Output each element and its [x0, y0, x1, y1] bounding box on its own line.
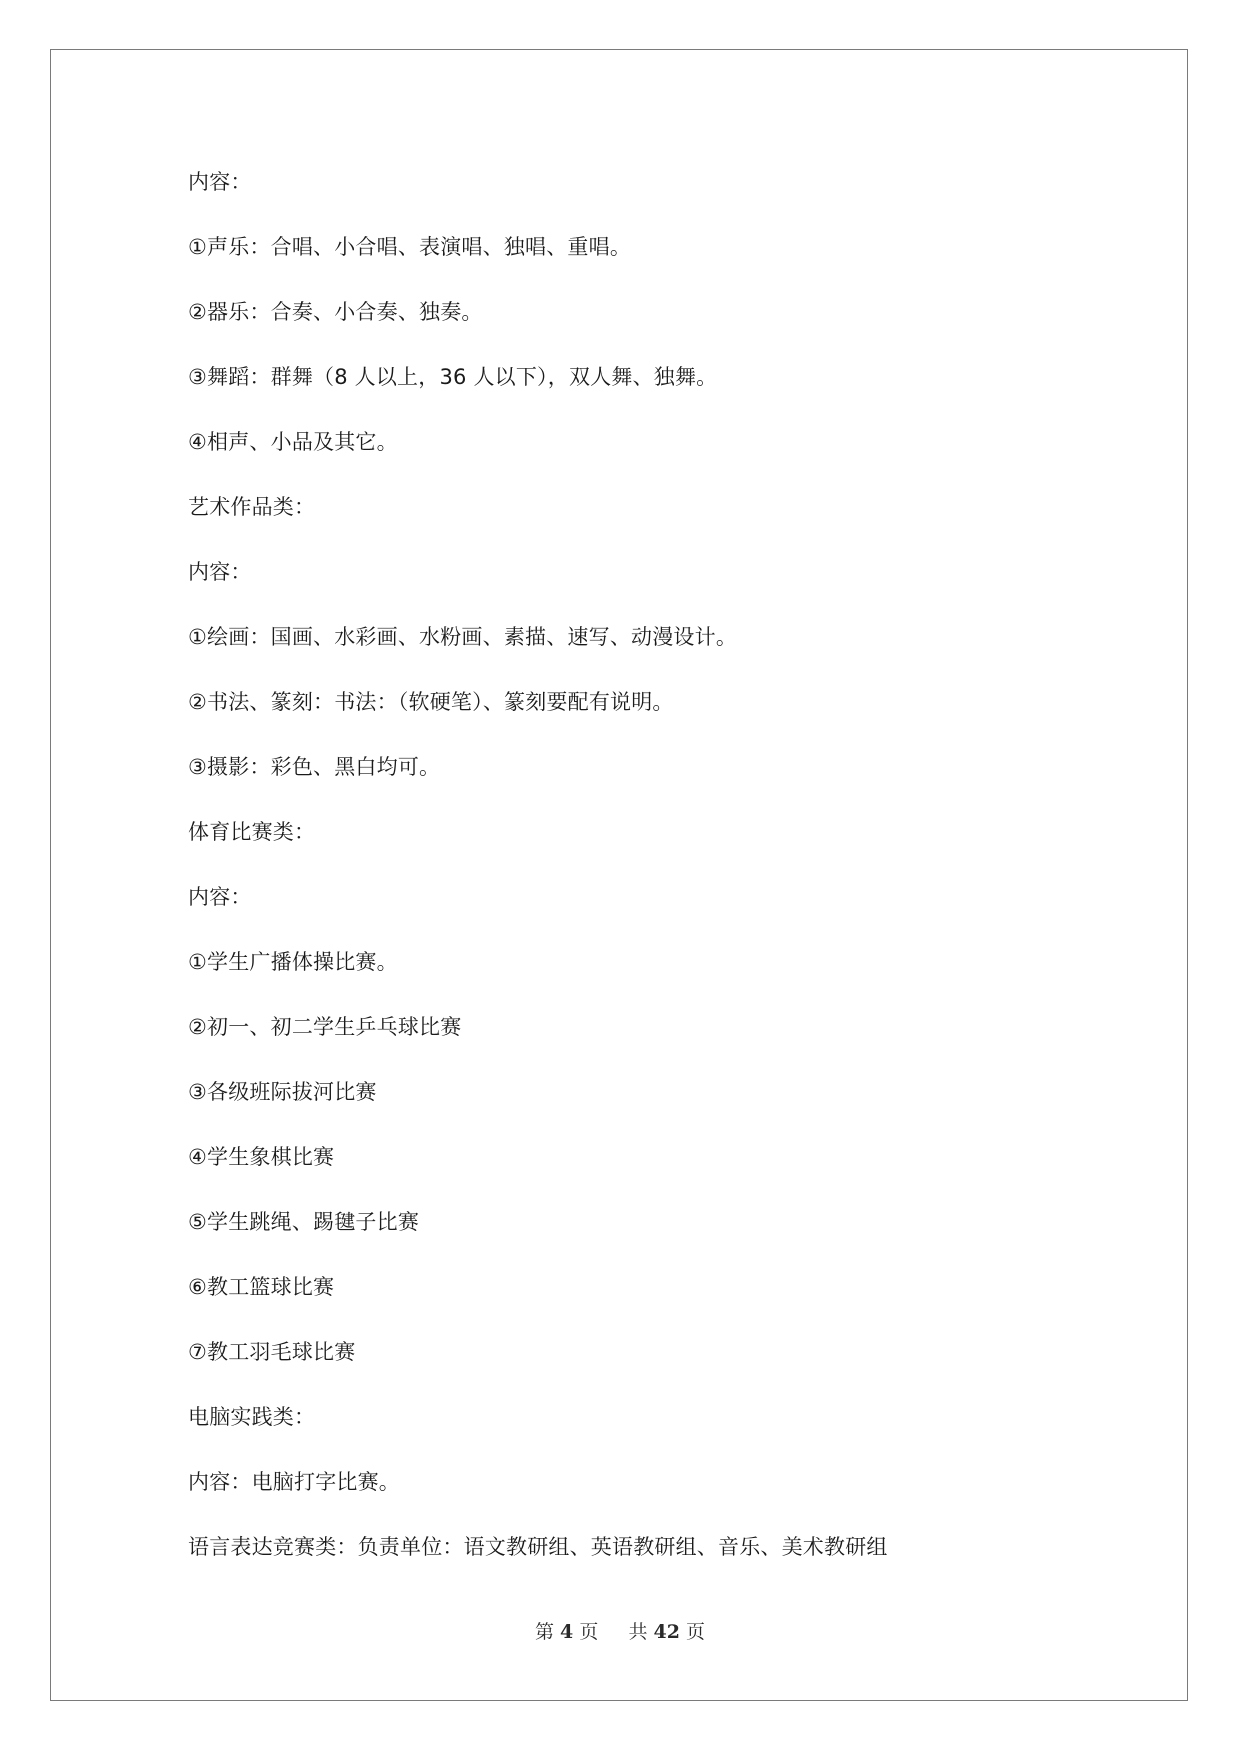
text-line: ③各级班际拔河比赛 [188, 1080, 377, 1104]
page-suffix: 页 [579, 1621, 599, 1643]
text-line: 内容： [188, 560, 252, 584]
page-number: 4 [560, 1621, 574, 1643]
text-line: 内容： [188, 170, 252, 194]
text-line: 内容：电脑打字比赛。 [188, 1470, 400, 1494]
page-border [50, 49, 1188, 1701]
section-heading: 艺术作品类： [188, 495, 316, 519]
text-line: ⑦教工羽毛球比赛 [188, 1340, 356, 1364]
page-footer [0, 1619, 1240, 1645]
total-suffix: 页 [686, 1621, 706, 1643]
total-prefix: 共 [628, 1621, 648, 1643]
text-line: ①学生广播体操比赛。 [188, 950, 398, 974]
text-line: ⑥教工篮球比赛 [188, 1275, 335, 1299]
text-line: ②初一、初二学生乒乓球比赛 [188, 1015, 462, 1039]
text-line: ②书法、篆刻：书法：（软硬笔）、篆刻要配有说明。 [188, 690, 674, 714]
section-heading: 体育比赛类： [188, 820, 316, 844]
page-prefix: 第 [534, 1621, 554, 1643]
text-line: ③摄影：彩色、黑白均可。 [188, 755, 441, 779]
text-line: ④学生象棋比赛 [188, 1145, 335, 1169]
text-line: ⑤学生跳绳、踢毽子比赛 [188, 1210, 420, 1234]
text-line: 语言表达竞赛类：负责单位：语文教研组、英语教研组、音乐、美术教研组 [188, 1535, 888, 1559]
text-line: ①绘画：国画、水彩画、水粉画、素描、速写、动漫设计。 [188, 625, 738, 649]
total-pages: 42 [653, 1621, 680, 1643]
text-line: ④相声、小品及其它。 [188, 430, 398, 454]
section-heading: 电脑实践类： [188, 1405, 316, 1429]
text-line: 内容： [188, 885, 252, 909]
text-line: ③舞蹈：群舞（8 人以上，36 人以下），双人舞、独舞。 [188, 365, 718, 389]
text-line: ①声乐：合唱、小合唱、表演唱、独唱、重唱。 [188, 235, 632, 259]
text-line: ②器乐：合奏、小合奏、独奏。 [188, 300, 483, 324]
